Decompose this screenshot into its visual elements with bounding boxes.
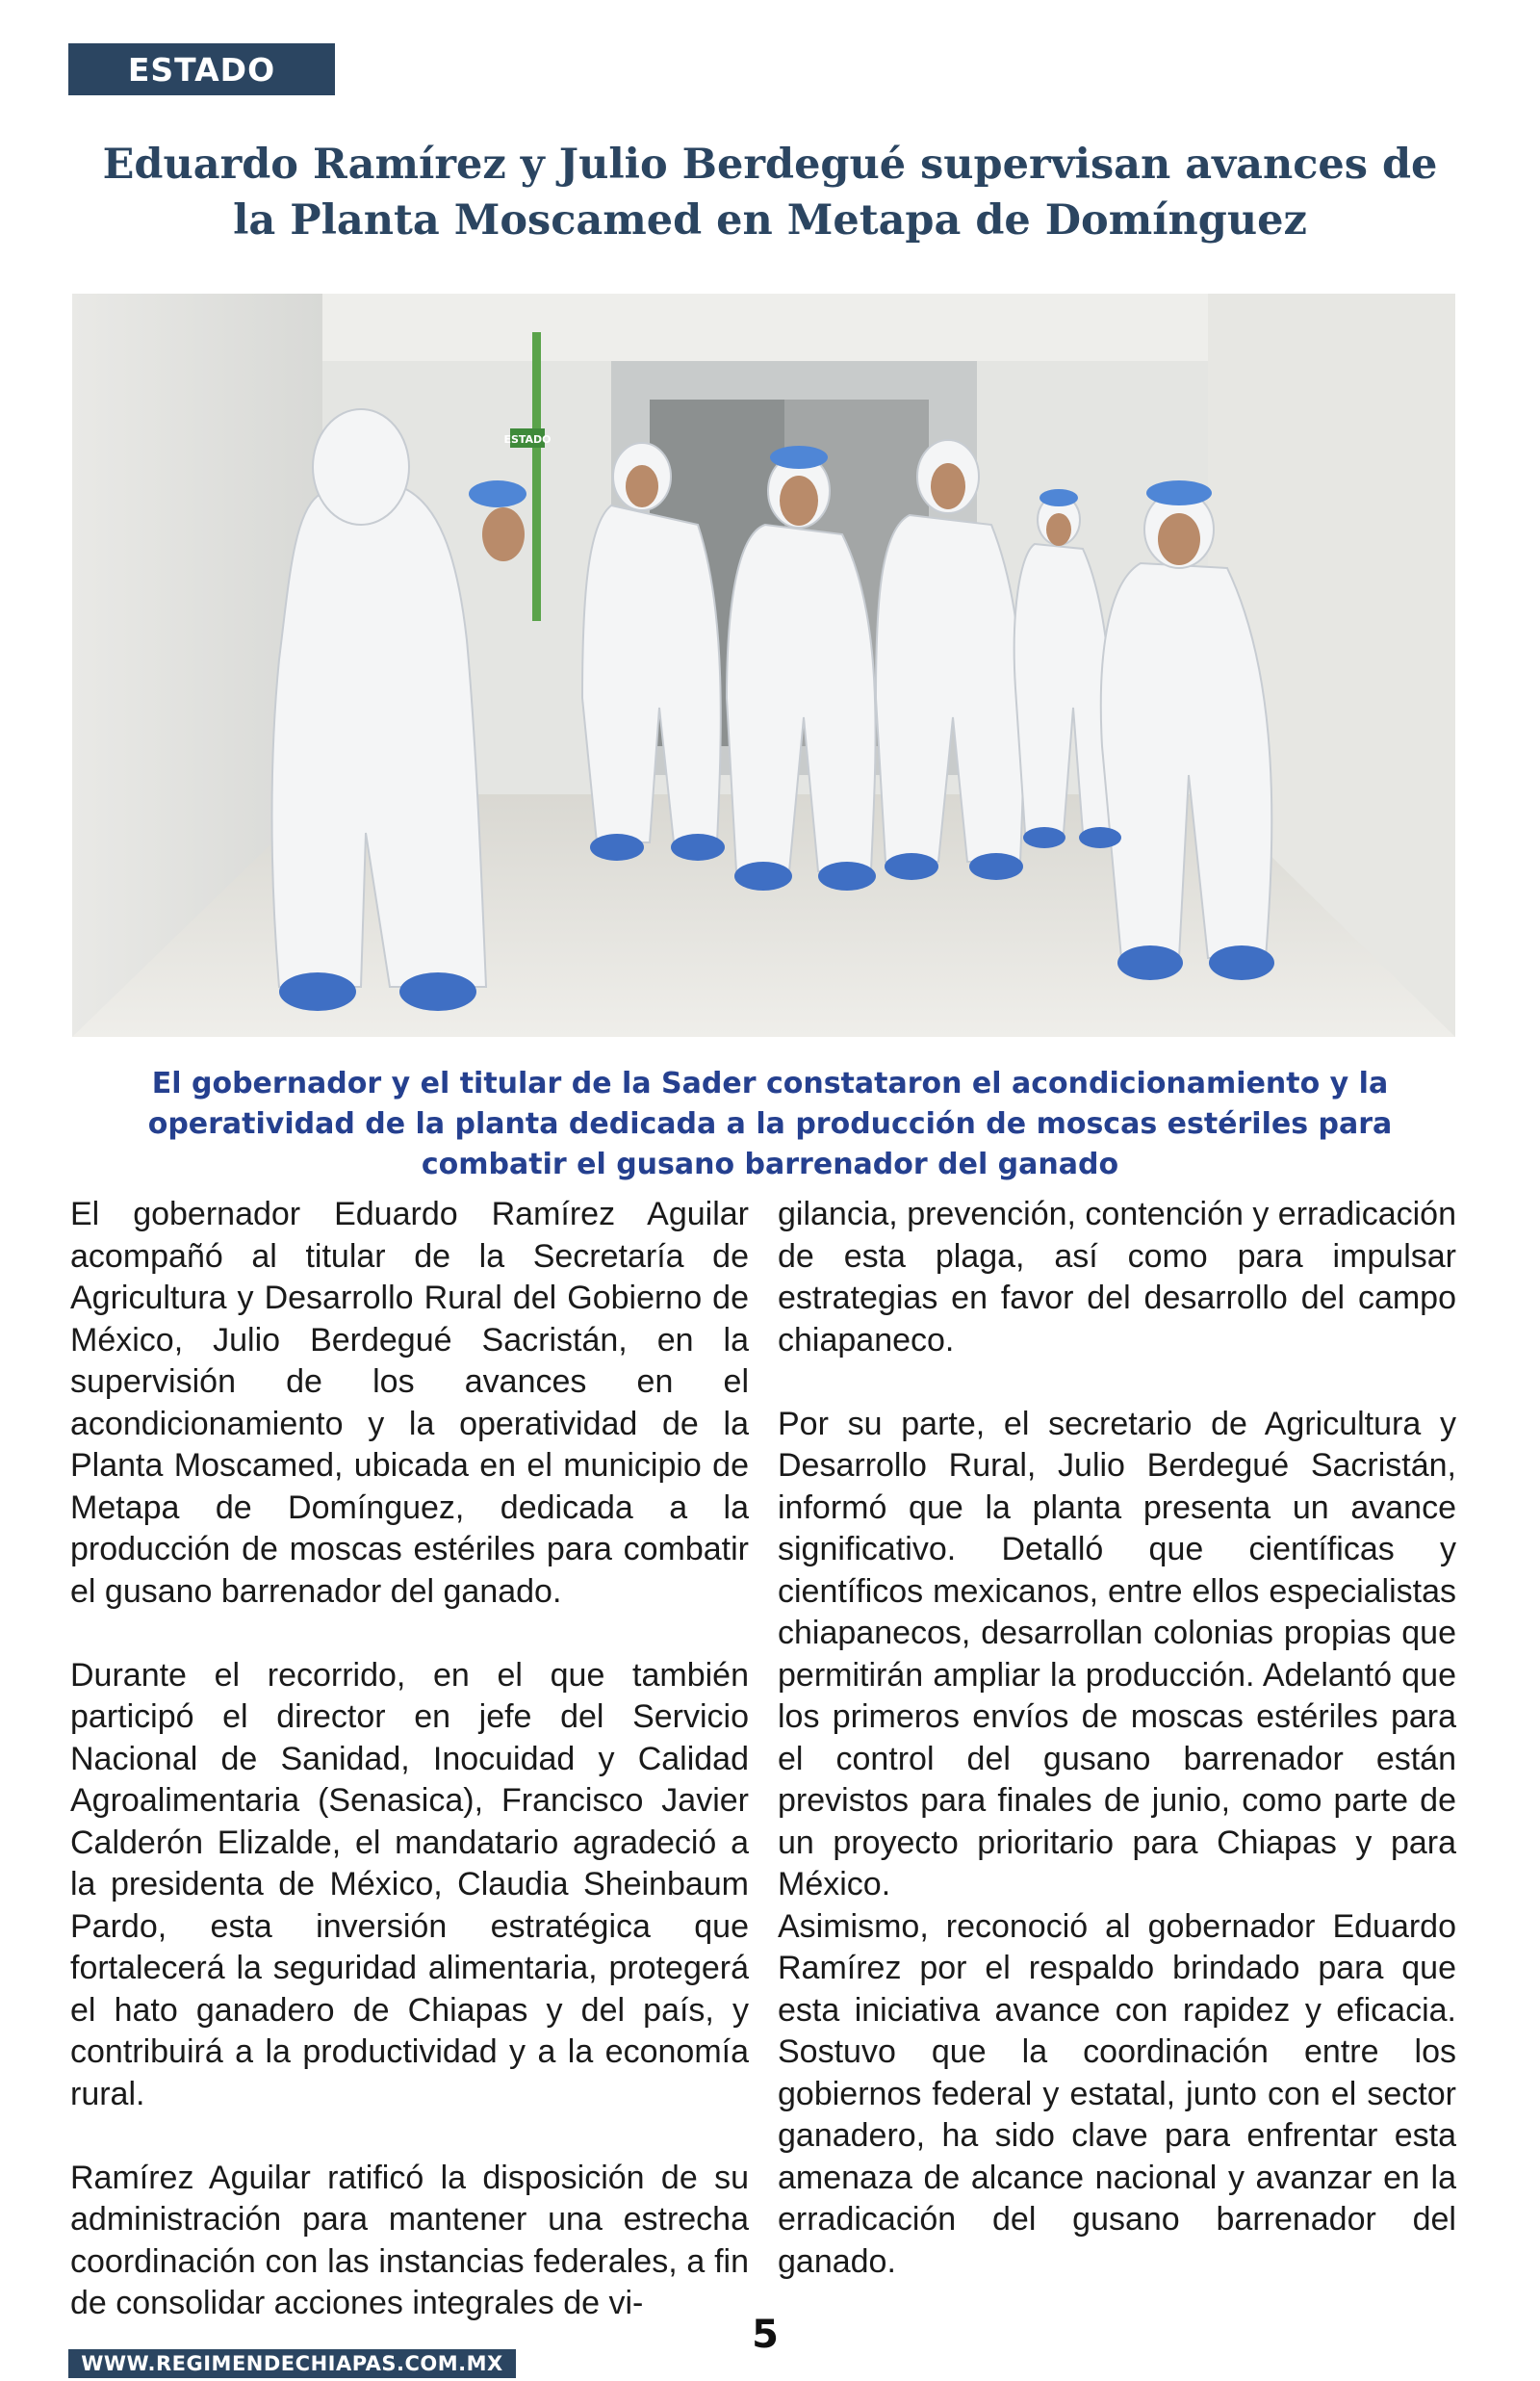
body-paragraph: Durante el recorrido, en el que también participó el director en jefe del Servicio Nacional de Sanidad, Inocuidad y Calidad Agroalimentaria (Senasica), Francisco Javier Calderón Elizalde, el mandatario agradeció a la presidenta de México, Claudia Sheinbaum Pardo, esta inversión estratégica que fortalecerá la seguridad alimentaria, protegerá el hato ganadero de Chiapas y del país, y contribuirá a la productividad y a la economía rural. xyxy=(70,1656,749,2112)
body-paragraph: Asimismo, reconoció al gobernador Eduardo Ramírez por el respaldo brindado para que esta iniciativa avance con rapidez y eficacia. Sostuvo que la coordinación entre los gobiernos federal y estatal, junto con el sector ganadero, ha sido clave para enfrentar esta amenaza de alcance nacional y avanzar en la erradicación del gusano barrenador del ganado. xyxy=(778,1907,1456,2280)
body-column-left xyxy=(70,1194,749,2325)
page-number: 5 xyxy=(752,2313,779,2357)
article-photo xyxy=(72,294,1455,1037)
body-paragraph: El gobernador Eduardo Ramírez Aguilar acompañó al titular de la Secretaría de Agricultura y Desarrollo Rural del Gobierno de México, Julio Berdegué Sacristán, en la supervisión de los avances en el acondicionamiento y la operatividad de la Planta Moscamed, ubicada en el municipio de Metapa de Domínguez, dedicada a la producción de moscas estériles para combatir el gusano barrenador del ganado. xyxy=(70,1196,749,1610)
body-paragraph: Ramírez Aguilar ratificó la disposición de su administración para mantener una estrecha coordinación con las instancias federales, a fin de consolidar acciones integrales de vi- xyxy=(70,2159,749,2321)
body-paragraph: gilancia, prevención, contención y erradicación de esta plaga, así como para impulsar estrategias en favor del desarrollo del campo chiapaneco. xyxy=(778,1196,1456,1359)
photo-illustration xyxy=(72,294,1455,1037)
body-column-right xyxy=(778,1194,1456,2283)
article-dek: El gobernador y el titular de la Sader constataron el acondicionamiento y la operatividad de la planta dedicada a la producción de moscas estériles para combatir el gusano barrenador del ganado xyxy=(147,1067,1393,1181)
body-paragraph: Por su parte, el secretario de Agricultura y Desarrollo Rural, Julio Berdegué Sacristán, informó que la planta presenta un avance significativo. Detalló que científicas y científicos mexicanos, entre ellos especialistas chiapanecos, desarrollan colonias propias que permitirán ampliar la producción. Adelantó que los primeros envíos de moscas estériles para el control del gusano barrenador están previstos para finales de junio, como parte de un proyecto prioritario para Chiapas y para México. xyxy=(778,1405,1456,1902)
section-tag: ESTADO xyxy=(68,43,335,95)
footer-url[interactable]: WWW.REGIMENDECHIAPAS.COM.MX xyxy=(68,2349,516,2378)
headline: Eduardo Ramírez y Julio Berdegué supervisan avances de la Planta Moscamed en Metapa de Domínguez xyxy=(102,141,1438,245)
exit-sign-text: ESTADO xyxy=(503,433,552,446)
